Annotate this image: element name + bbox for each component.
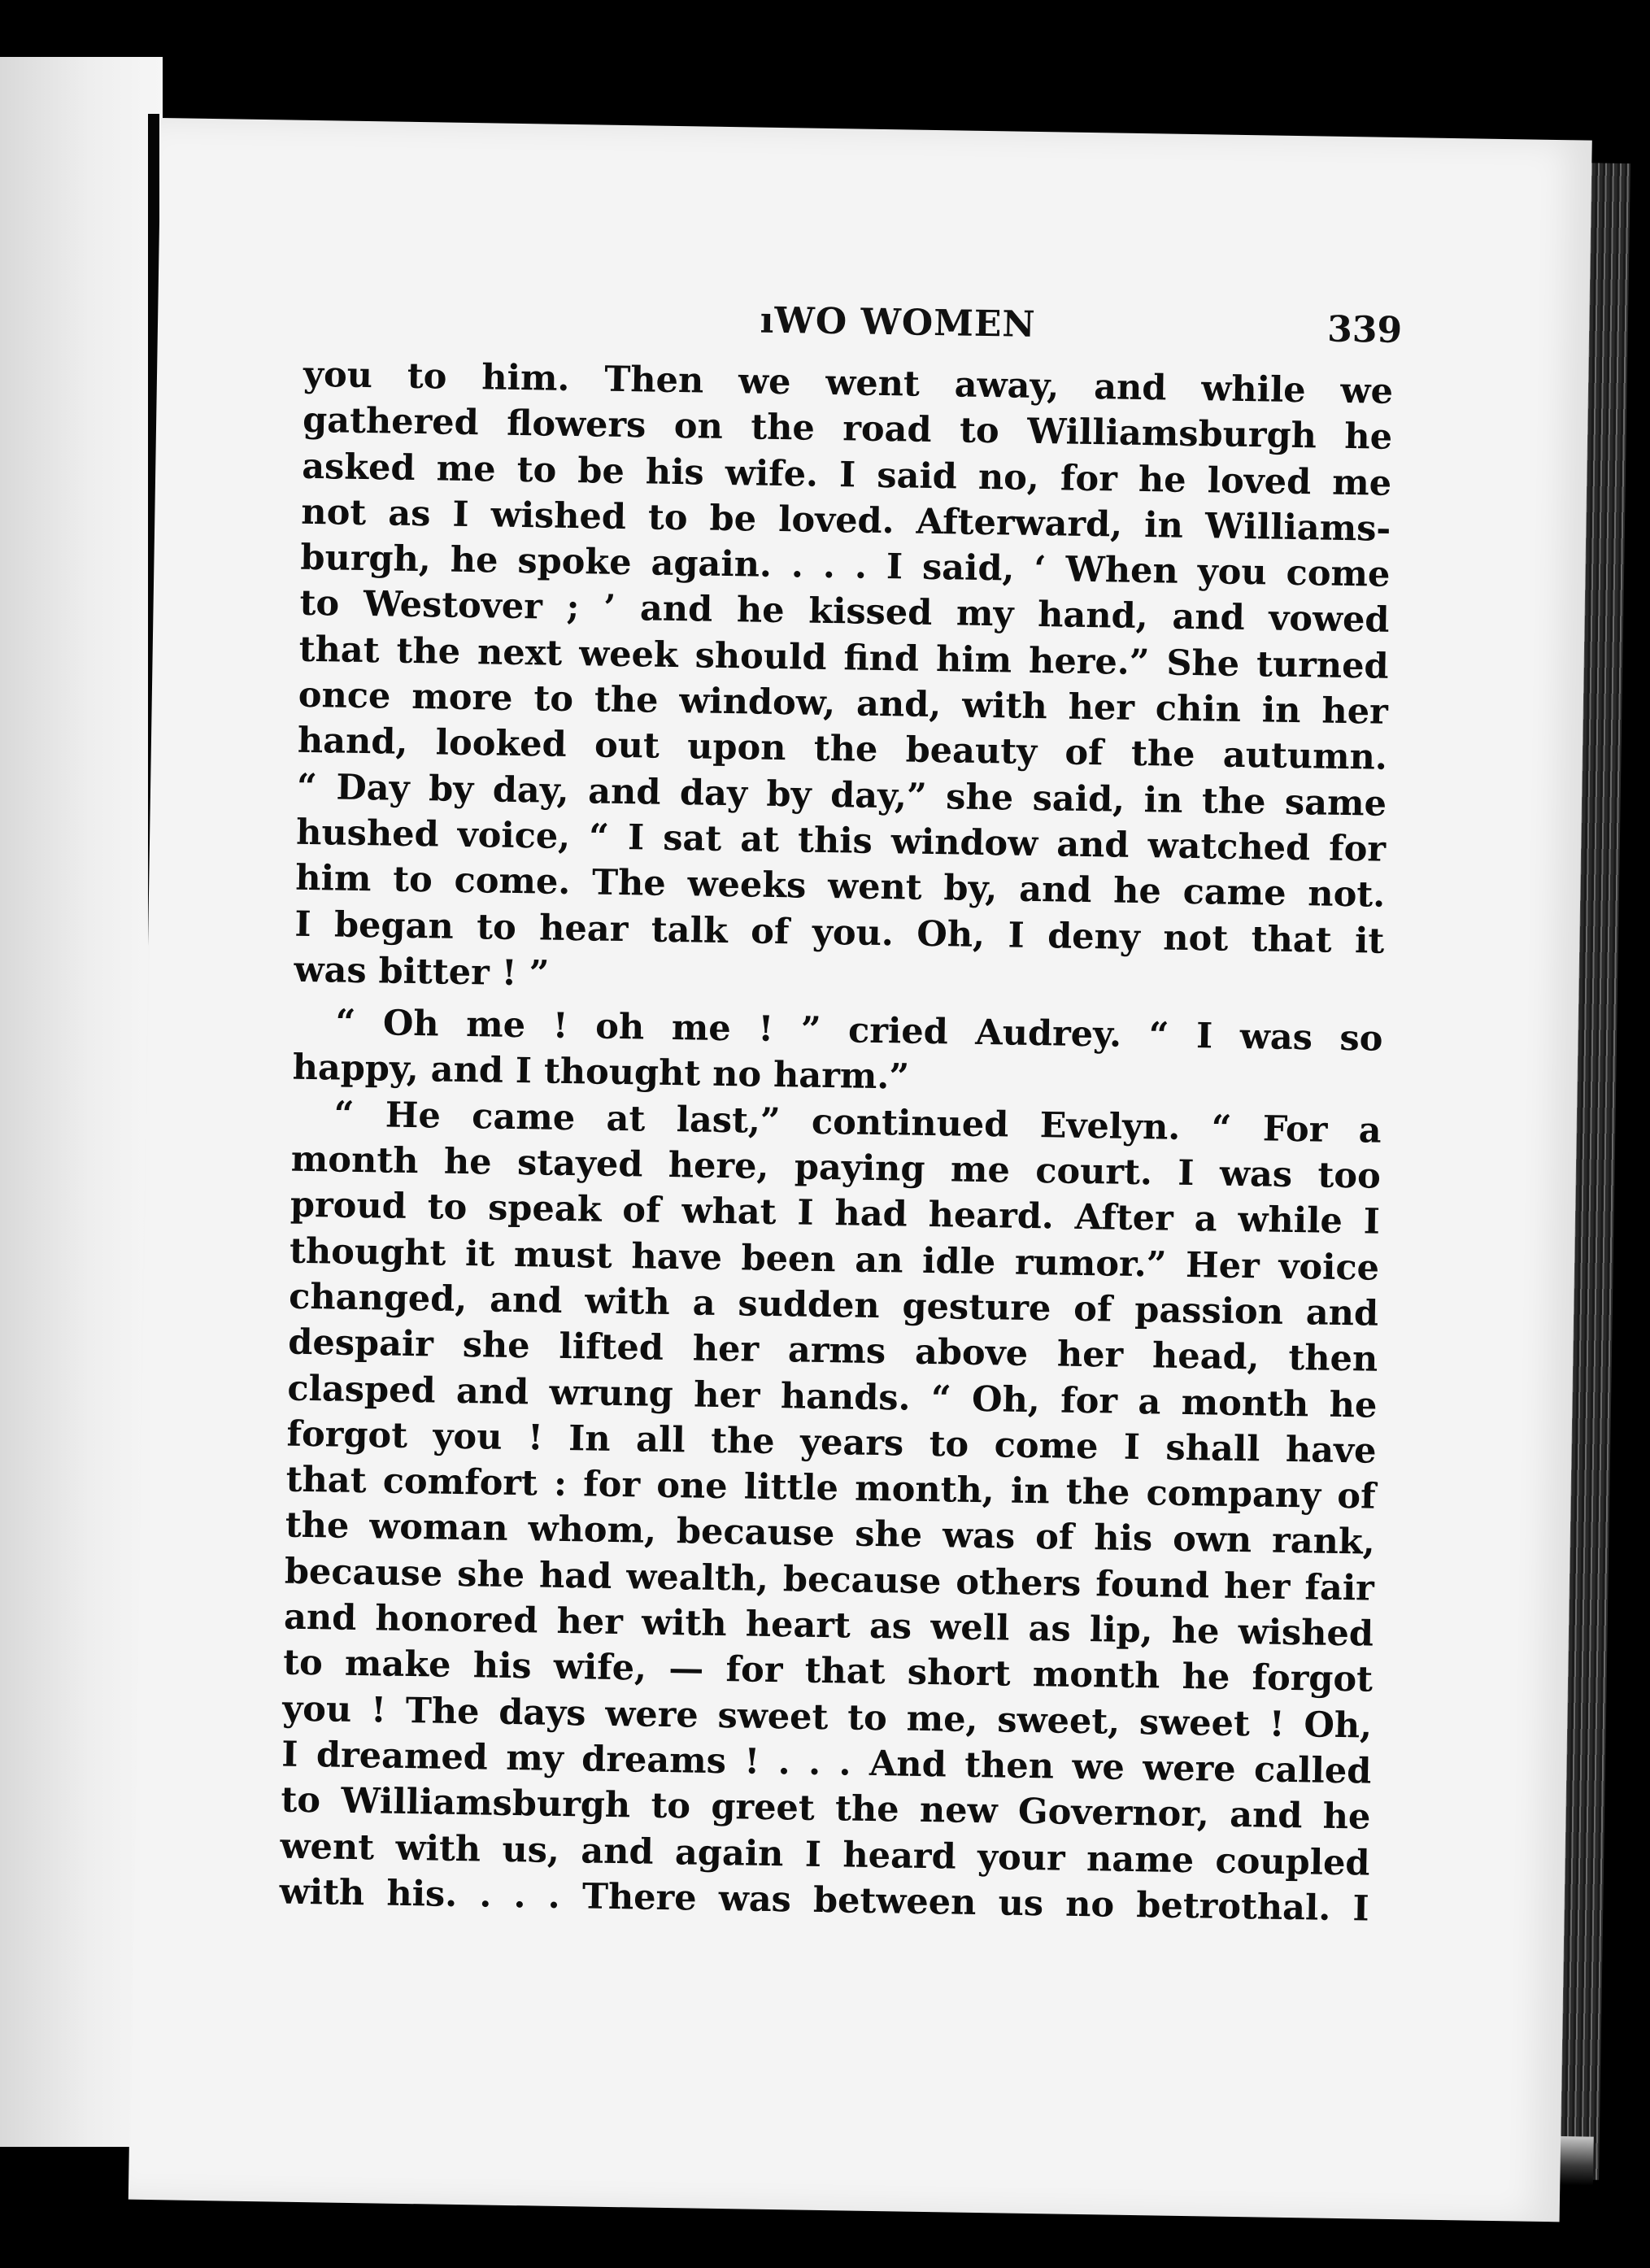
- text-line: to Westover ; ’ and he kissed my hand, and vowed: [299, 583, 1390, 642]
- text-line: “ Day by day, and day by day,” she said, in the same: [296, 766, 1387, 825]
- body-text: [279, 352, 1393, 1932]
- text-line: I dreamed my dreams ! . . . And then we were called: [281, 1734, 1372, 1792]
- text-line: to Williamsburgh to greet the new Governor, and he: [281, 1779, 1371, 1838]
- text-line: forgot you ! In all the years to come I shall have: [286, 1413, 1377, 1472]
- text-line: the woman whom, because she was of his own rank,: [285, 1505, 1376, 1564]
- text-line: him to come. The weeks went by, and he came not.: [294, 857, 1386, 916]
- text-line: happy, and I thought no harm.”: [292, 1047, 910, 1099]
- text-line: changed, and with a sudden gesture of passion and: [288, 1276, 1379, 1334]
- text-line: hand, looked out upon the beauty of the autumn.: [297, 720, 1388, 779]
- text-line: I began to hear talk of you. Oh, I deny not that it: [294, 903, 1385, 962]
- text-line: despair she lifted her arms above her head, then: [287, 1321, 1378, 1380]
- text-line: you ! The days were sweet to me, sweet, sweet ! Oh,: [281, 1688, 1373, 1747]
- text-line: that comfort : for one little month, in the company of: [285, 1459, 1376, 1517]
- book-page: [128, 118, 1592, 2222]
- text-line: “ Oh me ! oh me ! ” cried Audrey. “ I was so: [335, 1002, 1383, 1060]
- page-number: 339: [1326, 308, 1403, 351]
- text-line: to make his wife, — for that short month he forgot: [282, 1642, 1374, 1700]
- text-line: that the next week should find him here.” She turned: [298, 629, 1389, 687]
- text-line: proud to speak of what I had heard. After a while I: [290, 1185, 1381, 1243]
- text-line: hushed voice, “ I sat at this window and watched for: [295, 812, 1387, 870]
- text-line: “ He came at last,” continued Evelyn. “ For a: [333, 1094, 1382, 1151]
- text-line: gathered flowers on the road to Williamsburgh he: [302, 400, 1393, 459]
- text-line: month he stayed here, paying me court. I was too: [290, 1138, 1382, 1197]
- text-line: burgh, he spoke again. . . . I said, ‘ When you come: [300, 537, 1391, 595]
- text-line: clasped and wrung her hands. “ Oh, for a month he: [287, 1368, 1378, 1426]
- text-line: you to him. Then we went away, and while we: [303, 354, 1394, 412]
- text-line: once more to the window, and, with her chin in her: [298, 674, 1389, 733]
- text-line: and honored her with heart as well as lip, he wished: [283, 1596, 1374, 1655]
- text-line: went with us, and again I heard your name coupled: [280, 1826, 1370, 1884]
- text-line: not as I wished to be loved. Afterward, in Williams-: [301, 491, 1391, 550]
- running-head: ıWO WOMEN: [760, 299, 1037, 346]
- text-line: because she had wealth, because others found her fair: [284, 1551, 1375, 1609]
- text-line: thought it must have been an idle rumor.” Her voice: [289, 1230, 1380, 1289]
- text-line: asked me to be his wife. I said no, for he loved me: [301, 446, 1392, 504]
- text-line: was bitter ! ”: [294, 949, 550, 995]
- text-line: with his. . . . There was between us no betrothal. I: [279, 1871, 1369, 1930]
